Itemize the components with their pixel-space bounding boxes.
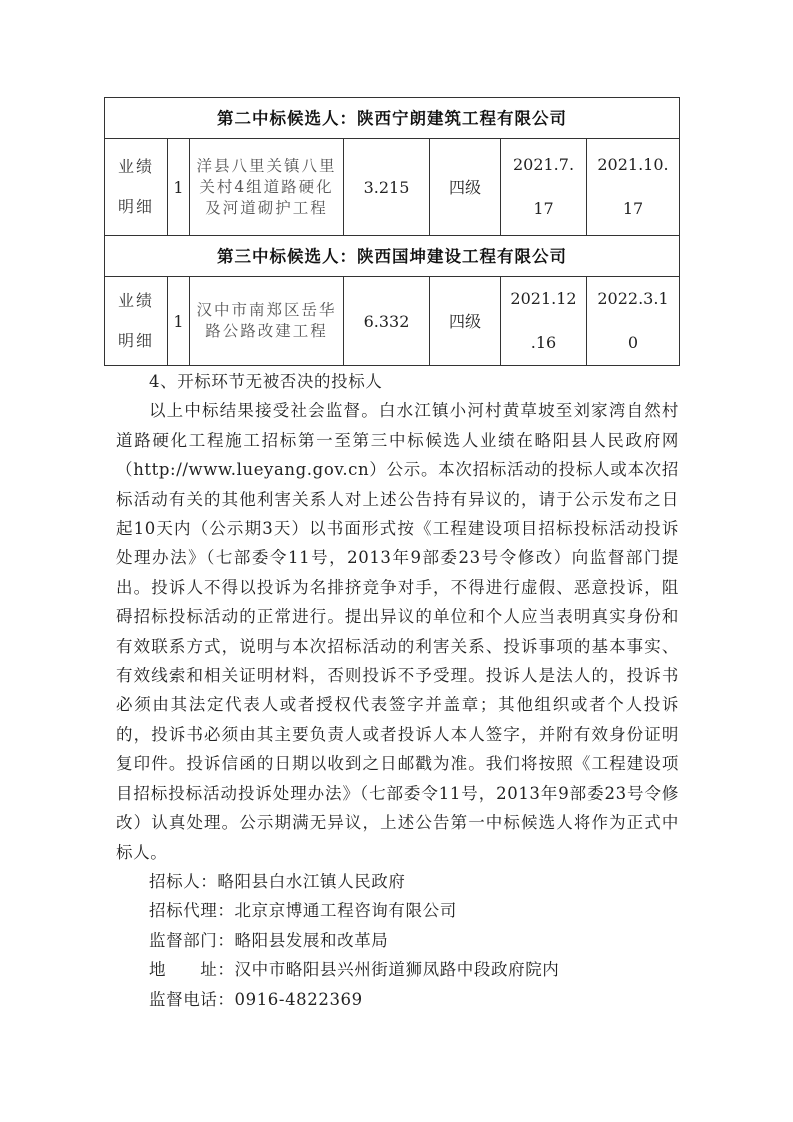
end-date [587, 277, 680, 366]
label-line1: 业绩 [117, 291, 154, 310]
candidate3-header: 第三中标候选人：陕西国坤建设工程有限公司 [105, 236, 680, 277]
project-grade: 四级 [430, 277, 501, 366]
start-date-line1: 2021.12 [510, 289, 577, 308]
announcement-body [116, 367, 679, 1014]
performance-label [105, 277, 168, 366]
candidate3-header-row [105, 236, 680, 277]
contract-amount: 3.215 [344, 139, 430, 236]
performance-label [105, 139, 168, 236]
label-line1: 业绩 [117, 157, 154, 176]
address-line: 地 址：汉中市略阳县兴州街道狮凤路中段政府院内 [149, 960, 560, 980]
agent-line: 招标代理：北京京博通工程咨询有限公司 [149, 901, 457, 921]
end-date-line2: 0 [627, 333, 639, 352]
tenderer-line: 招标人：略阳县白水江镇人民政府 [149, 871, 406, 891]
contract-amount: 6.332 [344, 277, 430, 366]
label-line2: 明细 [117, 331, 154, 350]
supervision-paragraph: 以上中标结果接受社会监督。白水江镇小河村黄草坡至刘家湾自然村道路硬化工程施工招标第一至第三中标候选人业绩在略阳县人民政府网（http://www.lueyang.gov.cn）公示。本次招标活动的投标人或本次招标活动有关的其他利害关系人对上述公告持有异议的，请于公示发布之日起10天内（公示期3天）以书面形式按《工程建设项目招标投标活动投诉处理办法》（七部委令11号，2013年9部委23号令修改）向监督部门提出。投诉人不得以投诉为名排挤竞争对手，不得进行虚假、恶意投诉，阻碍招标投标活动的正常进行。提出异议的单位和个人应当表明真实身份和有效联系方式，说明与本次招标活动的利害关系、投诉事项的基本事实、有效线索和相关证明材料，否则投诉不予受理。投诉人是法人的，投诉书必须由其法定代表人或者授权代表签字并盖章；其他组织或者个人投诉的，投诉书必须由其主要负责人或者投诉人本人签字，并附有效身份证明复印件。投诉信函的日期以收到之日邮戳为准。我们将按照《工程建设项目招标投标活动投诉处理办法》（七部委令11号，2013年9部委23号令修改）认真处理。公示期满无异议，上述公告第一中标候选人将作为正式中标人。 [116, 401, 679, 862]
table-row [105, 139, 680, 236]
supervisor-line: 监督部门：略阳县发展和改革局 [149, 930, 389, 950]
start-date [501, 277, 587, 366]
project-name: 汉中市南郑区岳华路公路改建工程 [190, 277, 344, 366]
end-date-line1: 2022.3.1 [597, 289, 669, 308]
start-date-line2: .16 [530, 333, 557, 352]
table-row [105, 277, 680, 366]
end-date-line1: 2021.10. [597, 155, 669, 174]
project-name: 洋县八里关镇八里关村4组道路硬化及河道砌护工程 [190, 139, 344, 236]
row-index: 1 [168, 139, 190, 236]
candidate2-header: 第二中标候选人：陕西宁朗建筑工程有限公司 [105, 98, 680, 139]
section-4-heading: 4、开标环节无被否决的投标人 [149, 372, 383, 391]
row-index: 1 [168, 277, 190, 366]
start-date-line2: 17 [533, 199, 554, 218]
candidate2-header-row [105, 98, 680, 139]
phone-line: 监督电话：0916-4822369 [149, 989, 363, 1009]
label-line2: 明细 [117, 197, 154, 216]
end-date-line2: 17 [622, 199, 644, 218]
candidate-performance-table [104, 97, 680, 366]
start-date [501, 139, 587, 236]
end-date [587, 139, 680, 236]
project-grade: 四级 [430, 139, 501, 236]
start-date-line1: 2021.7. [512, 155, 575, 174]
